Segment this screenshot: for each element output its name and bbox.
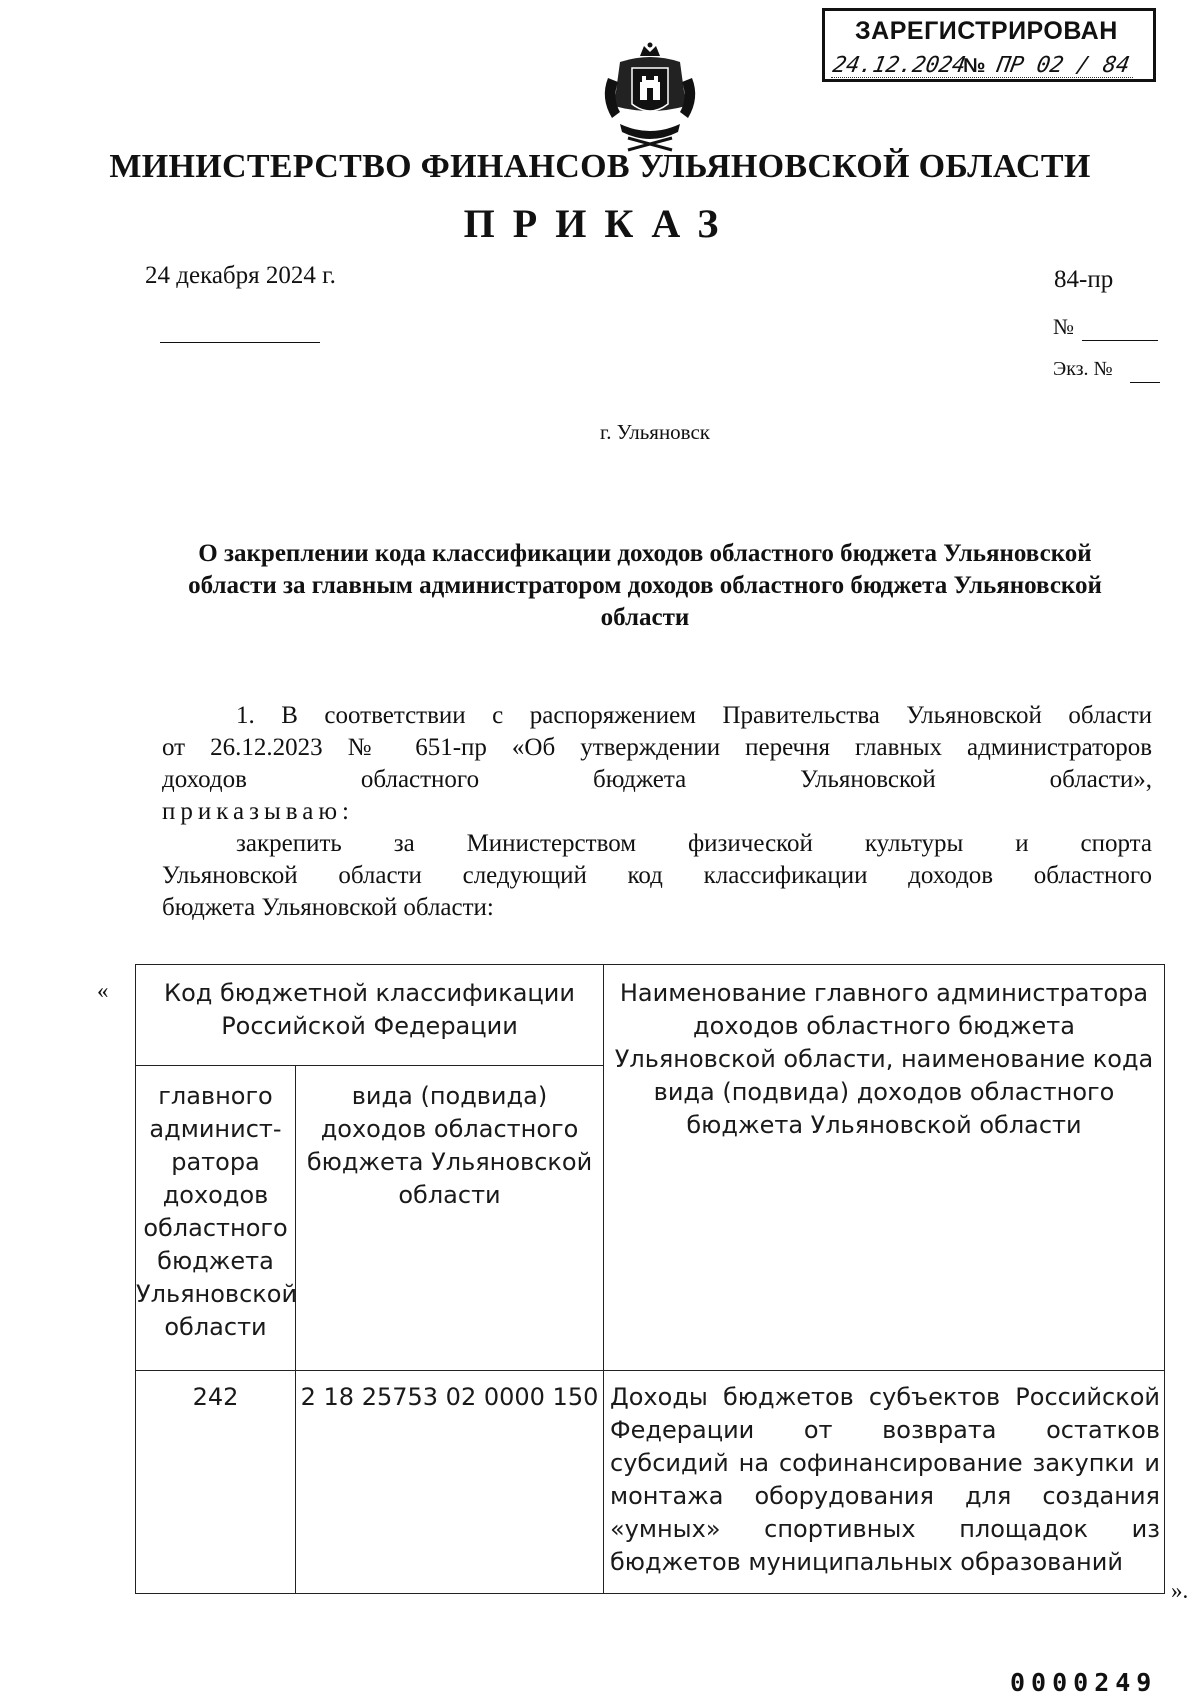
document-type: ПРИКАЗ <box>463 201 737 246</box>
blank-line <box>160 342 320 343</box>
classification-table <box>135 964 1165 1594</box>
stamp-underline <box>831 77 1133 78</box>
paragraph-1-line-3: доходов областного бюджета Ульяновской области», <box>162 766 1152 793</box>
table-quote-open: « <box>97 978 109 1003</box>
number-label: № <box>1053 314 1074 339</box>
order-word: приказываю: <box>162 798 354 825</box>
table-quote-close: ». <box>1171 1578 1189 1603</box>
header-admin-code: главного админист-ратора доходов областного бюджета Ульяновской области <box>136 1066 296 1371</box>
paragraph-2-line-1: закрепить за Министерством физической культуры и спорта <box>236 830 1152 857</box>
header-type-code: вида (подвида) доходов областного бюджета Ульяновской области <box>296 1066 604 1371</box>
admin-code-cell: 242 <box>136 1371 296 1594</box>
header-code-group: Код бюджетной классификации Российской Федерации <box>136 965 604 1066</box>
paragraph-2-line-3: бюджета Ульяновской области: <box>162 894 494 921</box>
copy-number-label: Экз. № <box>1053 358 1113 380</box>
table-header-row <box>136 965 1165 1066</box>
city: г. Ульяновск <box>599 420 710 444</box>
type-code-cell: 2 18 25753 02 0000 150 <box>296 1371 604 1594</box>
paragraph-1-line-1: 1. В соответствии с распоряжением Правительства Ульяновской области <box>236 702 1152 729</box>
order-date: 24 декабря 2024 г. <box>145 262 336 289</box>
serial-number: 0000249 <box>1010 1668 1158 1697</box>
copy-blank-line <box>1130 382 1160 383</box>
stamp-number-sign: № <box>963 55 986 77</box>
coat-of-arms-icon <box>590 42 710 154</box>
ministry-name: МИНИСТЕРСТВО ФИНАНСОВ УЛЬЯНОВСКОЙ ОБЛАСТИ <box>109 148 1091 185</box>
stamp-title: ЗАРЕГИСТРИРОВАН <box>855 17 1118 45</box>
table-row <box>136 1371 1165 1594</box>
paragraph-2-line-2: Ульяновской области следующий код классификации доходов областного <box>162 862 1152 889</box>
order-number: 84-пр <box>1054 266 1114 293</box>
registration-stamp <box>822 8 1156 82</box>
income-name-cell: Доходы бюджетов субъектов Российской Федерации от возврата остатков субсидий на софинансирование закупки и монтажа оборудования для создания «умных» спортивных площадок из бюджетов муниципальных образований <box>604 1371 1165 1594</box>
order-subject: О закреплении кода классификации доходов областного бюджета Ульяновской области за главным администратором доходов областного бюджета Ульяновской области <box>188 540 1102 631</box>
stamp-number: ПР 02 / 84 <box>994 53 1132 78</box>
number-blank-line <box>1082 340 1158 341</box>
paragraph-1 <box>162 700 1152 924</box>
paragraph-1-line-2: от 26.12.2023 № 651-пр «Об утверждении перечня главных администраторов <box>162 734 1152 761</box>
header-name: Наименование главного администратора доходов областного бюджета Ульяновской области, наименование кода вида (подвида) доходов областного бюджета Ульяновской области <box>604 965 1165 1371</box>
stamp-date: 24.12.2024 <box>830 53 968 78</box>
